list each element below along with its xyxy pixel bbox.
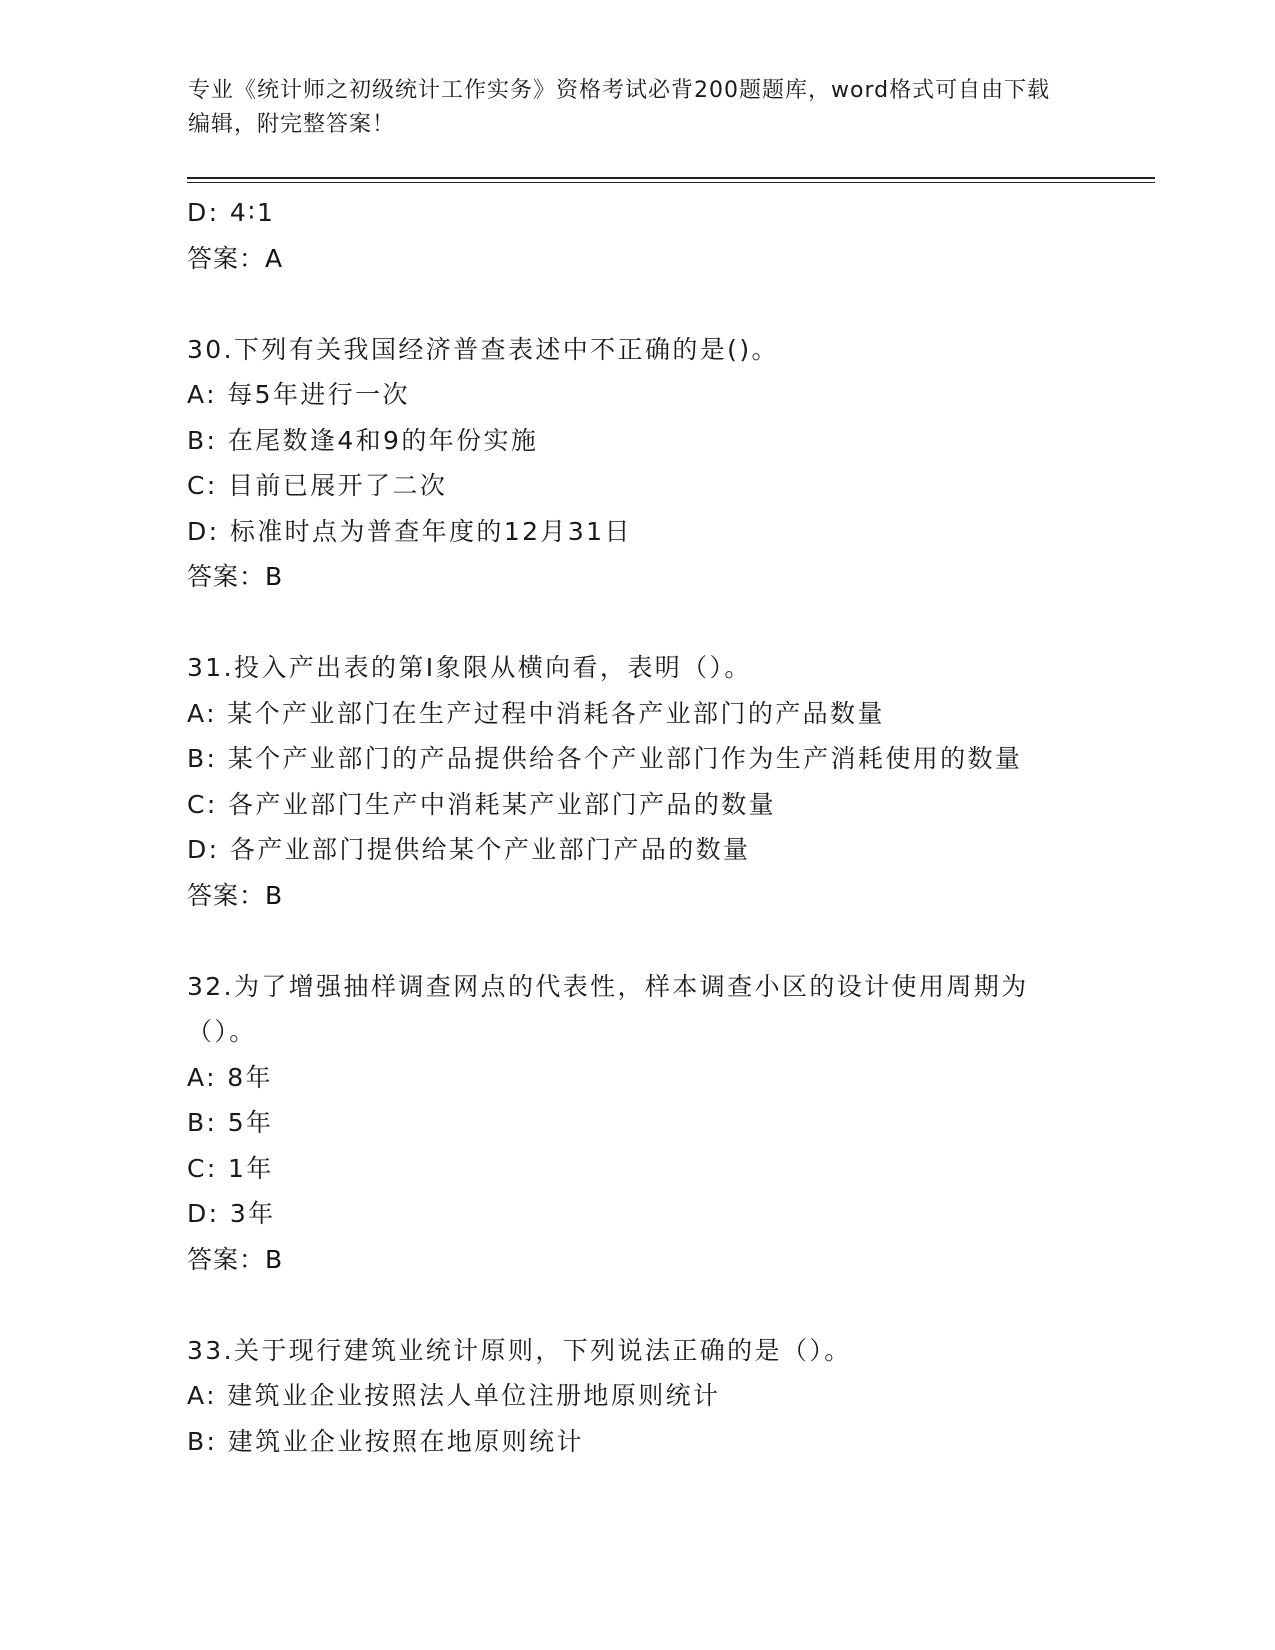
- document-header: [188, 74, 1068, 142]
- question-30: [187, 327, 1087, 600]
- option-c: C: 目前已展开了二次: [187, 471, 448, 500]
- option-d: D: 4∶1: [187, 198, 276, 227]
- option-a: A: 8年: [187, 1062, 273, 1092]
- question-text: 32.为了增强抽样调查网点的代表性，样本调查小区的设计使用周期为（）。: [187, 971, 1029, 1046]
- question-31: [187, 645, 1087, 918]
- option-d: D: 各产业部门提供给某个产业部门产品的数量: [187, 835, 751, 864]
- option-b: B: 5年: [187, 1108, 274, 1137]
- answer-line: 答案：A: [187, 243, 284, 273]
- option-b: B: 某个产业部门的产品提供给各个产业部门作为生产消耗使用的数量: [187, 744, 1023, 773]
- option-c: C: 1年: [187, 1153, 274, 1183]
- option-a: A: 每5年进行一次: [187, 380, 410, 409]
- answer-line: 答案：B: [187, 562, 284, 591]
- option-c: C: 各产业部门生产中消耗某产业部门产品的数量: [187, 789, 777, 819]
- option-b: B: 在尾数逢4和9的年份实施: [187, 425, 539, 455]
- question-text: 31.投入产出表的第I象限从横向看，表明（）。: [187, 653, 752, 682]
- option-a: A: 建筑业企业按照法人单位注册地原则统计: [187, 1381, 721, 1410]
- question-list: [187, 190, 1087, 1464]
- option-a: A: 某个产业部门在生产过程中消耗各产业部门的产品数量: [187, 698, 885, 728]
- header-divider-thick: [187, 177, 1155, 179]
- option-d: D: 标准时点为普查年度的12月31日: [187, 516, 632, 546]
- header-divider-thin: [187, 182, 1155, 183]
- answer-line: 答案：B: [187, 880, 284, 910]
- answer-line: 答案：B: [187, 1244, 284, 1274]
- option-b: B: 建筑业企业按照在地原则统计: [187, 1426, 584, 1456]
- spacer: [187, 600, 1087, 646]
- question-32: [187, 964, 1087, 1283]
- spacer: [187, 918, 1087, 964]
- previous-question-tail: [187, 190, 1087, 281]
- header-text: 专业《统计师之初级统计工作实务》资格考试必背200题题库，word格式可自由下载编辑，附完整答案！: [188, 78, 1051, 137]
- question-text: 33.关于现行建筑业统计原则，下列说法正确的是（）。: [187, 1335, 852, 1365]
- option-d: D: 3年: [187, 1199, 276, 1228]
- question-text: 30.下列有关我国经济普查表述中不正确的是()。: [187, 334, 779, 364]
- spacer: [187, 281, 1087, 327]
- question-33: [187, 1328, 1087, 1465]
- spacer: [187, 1282, 1087, 1328]
